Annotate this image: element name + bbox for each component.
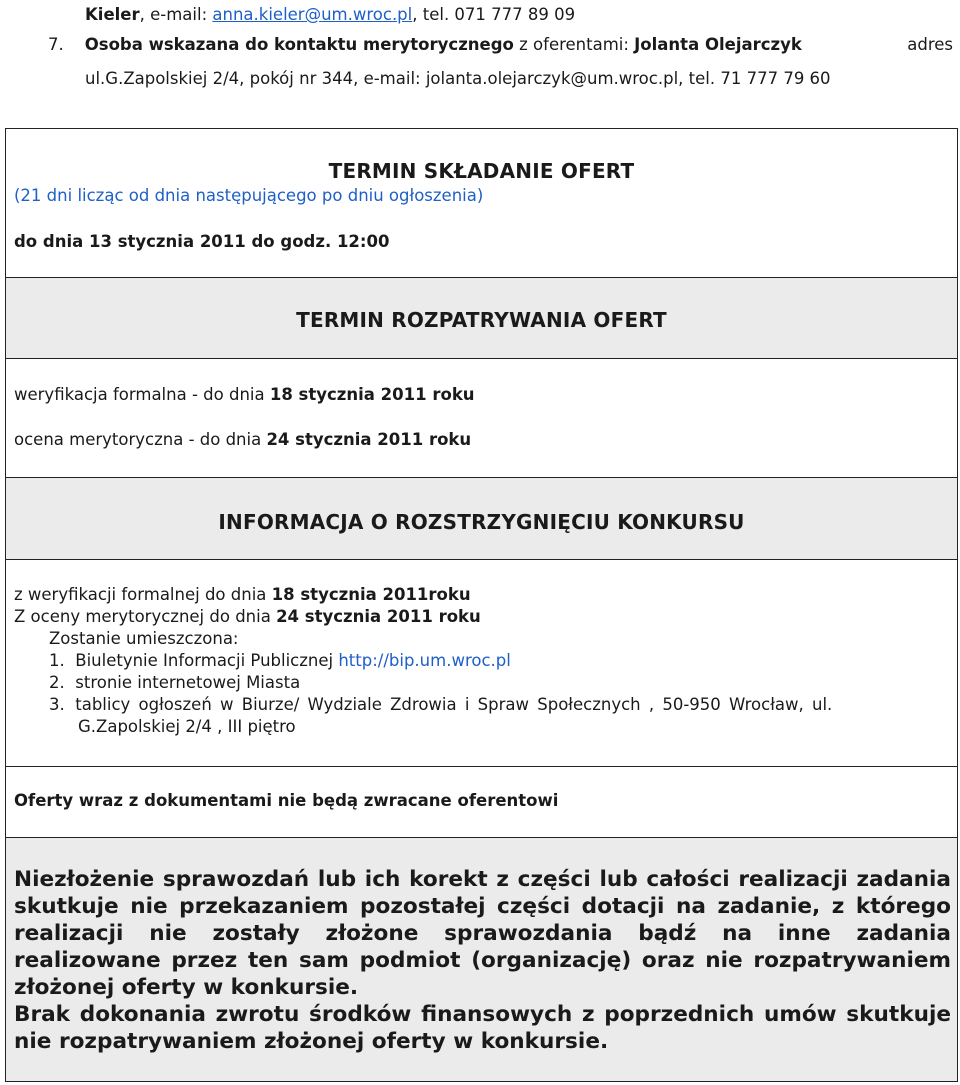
contact-7-number: 7. xyxy=(48,35,64,54)
warning-text xyxy=(14,866,951,1055)
list-number: 1. xyxy=(49,651,65,670)
result-item-3 xyxy=(49,695,949,714)
contact-6-line xyxy=(85,4,575,26)
review-merit xyxy=(14,430,471,449)
warning-paragraph-1: Niezłożenie sprawozdań lub ich korekt z części lub całości realizacji zadania skutkuje nie przekazaniem pozostałej części dotacji na zadanie, z którego realizacji nie zostały złożone sprawozdania bądź na inne zadania realizowane przez ten sam podmiot (organizację) oraz nie rozpatrywaniem złożonej oferty w konkursie. xyxy=(14,867,951,1000)
list-number: 2. xyxy=(49,673,65,692)
review-title-box xyxy=(5,277,958,359)
list-text: tablicy ogłoszeń w Biurze/ Wydziale Zdrowia i Spraw Społecznych , 50-950 Wrocław, ul. xyxy=(75,695,833,714)
email-prefix: , e-mail: xyxy=(139,5,213,24)
contact-6-tel: , tel. 071 777 89 09 xyxy=(412,5,576,24)
result-title: INFORMACJA O ROZSTRZYGNIĘCIU KONKURSU xyxy=(218,510,745,534)
result-placed-label: Zostanie umieszczona: xyxy=(49,629,239,648)
result-item-1 xyxy=(49,651,511,670)
warning-paragraph-2: Brak dokonania zwrotu środków finansowych z poprzednich umów skutkuje nie rozpatrywaniem złożonej oferty w konkursie. xyxy=(14,1002,951,1054)
result-title-box xyxy=(5,477,958,560)
result-line-2 xyxy=(14,607,481,626)
no-return-box xyxy=(5,766,958,838)
review-formal-prefix: weryfikacja formalna - do dnia xyxy=(14,385,270,404)
result-line-2-date: 24 stycznia 2011 roku xyxy=(276,607,481,626)
deadline-title: TERMIN SKŁADANIE OFERT xyxy=(328,159,635,183)
contact-6-email-link[interactable]: anna.kieler@um.wroc.pl xyxy=(212,5,413,24)
review-formal xyxy=(14,385,475,404)
result-body-box xyxy=(5,559,958,767)
list-text: stronie internetowej Miasta xyxy=(75,673,301,692)
no-return-text: Oferty wraz z dokumentami nie będą zwracane oferentowi xyxy=(14,791,559,810)
list-number: 3. xyxy=(49,695,65,714)
result-item-3-cont: G.Zapolskiej 2/4 , III piętro xyxy=(78,717,296,736)
result-line-1-prefix: z weryfikacji formalnej do dnia xyxy=(14,585,272,604)
contact-6-name: Kieler xyxy=(85,5,140,24)
result-line-2-prefix: Z oceny merytorycznej do dnia xyxy=(14,607,277,626)
result-item-2 xyxy=(49,673,300,692)
deadline-box xyxy=(5,128,958,278)
review-formal-date: 18 stycznia 2011 roku xyxy=(269,385,475,404)
review-merit-date: 24 stycznia 2011 roku xyxy=(266,430,472,449)
deadline-subtitle: (21 dni licząc od dnia następującego po dniu ogłoszenia) xyxy=(14,186,484,205)
warning-box xyxy=(5,837,958,1082)
review-title: TERMIN ROZPATRYWANIA OFERT xyxy=(296,308,667,332)
result-line-1 xyxy=(14,585,471,604)
list-text: Biuletynie Informacji Publicznej xyxy=(75,651,339,670)
contact-7-tail: adres xyxy=(907,35,953,54)
contact-7-address: ul.G.Zapolskiej 2/4, pokój nr 344, e-mail: jolanta.olejarczyk@um.wroc.pl, tel. 71 777 79 60 xyxy=(85,69,831,88)
review-merit-prefix: ocena merytoryczna - do dnia xyxy=(14,430,267,449)
deadline-date: do dnia 13 stycznia 2011 do godz. 12:00 xyxy=(14,232,390,251)
result-line-1-date: 18 stycznia 2011roku xyxy=(271,585,471,604)
contact-7-mid: z oferentami: xyxy=(513,35,635,54)
contact-7-line xyxy=(48,34,953,56)
bip-link[interactable]: http://bip.um.wroc.pl xyxy=(338,651,511,670)
contact-7-title: Osoba wskazana do kontaktu merytorycznego xyxy=(84,35,514,54)
contact-7-name: Jolanta Olejarczyk xyxy=(634,35,802,54)
review-body-box xyxy=(5,358,958,478)
